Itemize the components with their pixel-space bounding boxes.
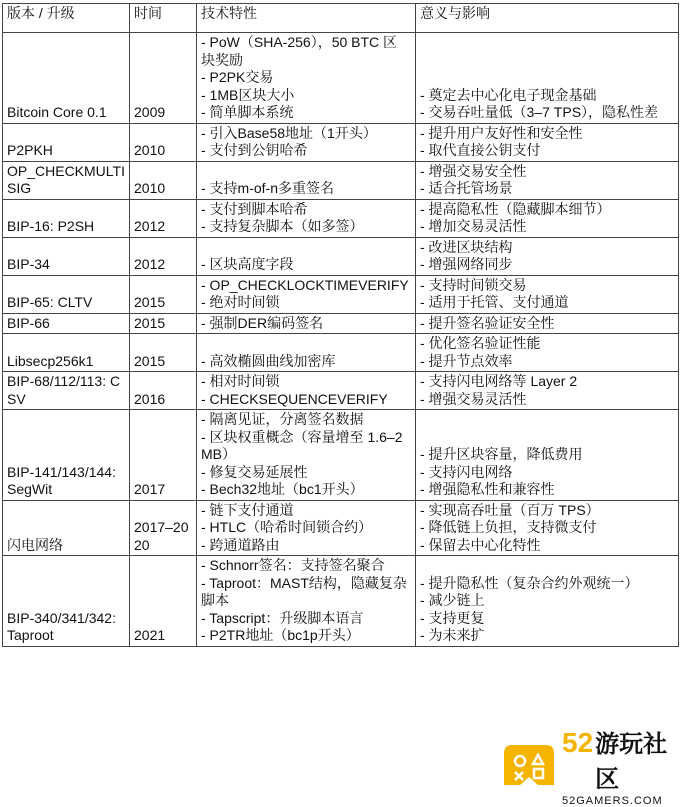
feature-item: - 1MB区块大小 bbox=[201, 86, 295, 103]
table-row bbox=[3, 556, 679, 647]
cell-features bbox=[197, 275, 416, 313]
cell-time: 2015 bbox=[130, 334, 197, 372]
cell-impact bbox=[416, 372, 679, 410]
cell-impact bbox=[416, 313, 679, 334]
impact-item: - 支持更复 bbox=[420, 609, 485, 626]
feature-item: - OP_CHECKLOCKTIMEVERIFY bbox=[201, 276, 409, 293]
impact-item: - 增强网络同步 bbox=[420, 256, 513, 272]
cell-time: 2012 bbox=[130, 237, 197, 275]
cell-features bbox=[197, 199, 416, 237]
impact-item: - 提升区块容量，降低费用 bbox=[420, 446, 583, 462]
impact-item: - 支持闪电网络等 Layer 2 bbox=[420, 373, 578, 389]
feature-item: - 隔离见证，分离签名数据 bbox=[201, 411, 364, 427]
cell-features bbox=[197, 500, 416, 556]
feature-item: - 强制DER编码签名 bbox=[201, 314, 324, 331]
cell-version: BIP-141/143/144: SegWit bbox=[3, 410, 130, 501]
header-version: 版本 / 升级 bbox=[3, 4, 130, 33]
feature-item: - CHECKSEQUENCEVERIFY bbox=[201, 390, 388, 407]
impact-item: - 支持时间锁交易 bbox=[420, 276, 527, 293]
impact-item: - 取代直接公钥支付 bbox=[420, 142, 541, 158]
cell-version: 闪电网络 bbox=[3, 500, 130, 556]
cell-impact bbox=[416, 334, 679, 372]
feature-item: - P2TR地址（bc1p开头） bbox=[201, 627, 360, 643]
cell-time: 2017–2020 bbox=[130, 500, 197, 556]
impact-item: - 优化签名验证性能 bbox=[420, 335, 541, 351]
impact-item: - 改进区块结构 bbox=[420, 238, 513, 255]
cell-version: BIP-66 bbox=[3, 313, 130, 334]
feature-item: - 区块权重概念（容量增至 1.6–2MB） bbox=[201, 428, 403, 462]
feature-item: - 简单脚本系统 bbox=[201, 104, 294, 120]
feature-item: - PoW（SHA-256），50 BTC 区块奖励 bbox=[201, 34, 398, 68]
cell-features bbox=[197, 33, 416, 124]
cell-version: P2PKH bbox=[3, 123, 130, 161]
feature-item: - 绝对时间锁 bbox=[201, 294, 280, 310]
table-row bbox=[3, 275, 679, 313]
cell-features bbox=[197, 123, 416, 161]
watermark-name: 游玩社区 bbox=[595, 730, 668, 793]
table-row bbox=[3, 372, 679, 410]
feature-item: - 相对时间锁 bbox=[201, 373, 280, 389]
feature-item: - 链下支付通道 bbox=[201, 501, 294, 518]
feature-item: - HTLC（哈希时间锁合约） bbox=[201, 519, 373, 535]
cell-version: BIP-16: P2SH bbox=[3, 199, 130, 237]
cell-features bbox=[197, 334, 416, 372]
cell-features bbox=[197, 161, 416, 199]
feature-item: - 支持m-of-n多重签名 bbox=[201, 180, 334, 196]
table-row bbox=[3, 410, 679, 501]
cell-impact bbox=[416, 556, 679, 647]
cell-impact bbox=[416, 237, 679, 275]
impact-item: - 提升隐私性（复杂合约外观统一） bbox=[420, 574, 639, 591]
cell-impact bbox=[416, 33, 679, 124]
table-row bbox=[3, 313, 679, 334]
cell-time: 2017 bbox=[130, 410, 197, 501]
cell-time: 2009 bbox=[130, 33, 197, 124]
impact-item: - 降低链上负担，支持微支付 bbox=[420, 519, 597, 535]
cell-impact bbox=[416, 275, 679, 313]
cell-version: Libsecp256k1 bbox=[3, 334, 130, 372]
cell-time: 2021 bbox=[130, 556, 197, 647]
cell-version: BIP-68/112/113: CSV bbox=[3, 372, 130, 410]
feature-item: - 修复交易延展性 bbox=[201, 463, 308, 480]
impact-item: - 提升签名验证安全性 bbox=[420, 314, 555, 331]
watermark-url: 52GAMERS.COM bbox=[562, 794, 663, 807]
header-impact: 意义与影响 bbox=[416, 4, 679, 33]
cell-version: BIP-340/341/342: Taproot bbox=[3, 556, 130, 647]
impact-item: - 适合托管场景 bbox=[420, 180, 513, 196]
impact-item: - 增强交易灵活性 bbox=[420, 390, 527, 407]
cell-impact bbox=[416, 123, 679, 161]
cell-impact bbox=[416, 161, 679, 199]
cell-impact bbox=[416, 199, 679, 237]
cell-features bbox=[197, 372, 416, 410]
feature-item: - P2PK交易 bbox=[201, 69, 274, 85]
cell-features bbox=[197, 556, 416, 647]
watermark-number: 52 bbox=[562, 726, 594, 758]
cell-time: 2010 bbox=[130, 161, 197, 199]
impact-item: - 保留去中心化特性 bbox=[420, 536, 541, 553]
impact-item: - 交易吞吐量低（3–7 TPS），隐私性差 bbox=[420, 104, 659, 120]
header-time: 时间 bbox=[130, 4, 197, 33]
feature-item: - Tapscript：升级脚本语言 bbox=[201, 609, 364, 626]
cell-time: 2012 bbox=[130, 199, 197, 237]
feature-item: - Taproot：MAST结构，隐藏复杂脚本 bbox=[201, 574, 407, 608]
feature-item: - 支付到公钥哈希 bbox=[201, 142, 308, 158]
feature-item: - 引入Base58地址（1开头） bbox=[201, 124, 377, 141]
feature-item: - 支付到脚本哈希 bbox=[201, 200, 308, 217]
impact-item: - 适用于托管、支付通道 bbox=[420, 294, 569, 310]
impact-item: - 支持闪电网络 bbox=[420, 463, 513, 480]
feature-item: - 跨通道路由 bbox=[201, 536, 280, 553]
header-features: 技术特性 bbox=[197, 4, 416, 33]
feature-item: - Bech32地址（bc1开头） bbox=[201, 481, 364, 497]
impact-item: - 提升用户友好性和安全性 bbox=[420, 124, 583, 141]
cell-features bbox=[197, 313, 416, 334]
cell-time: 2015 bbox=[130, 313, 197, 334]
cell-impact bbox=[416, 500, 679, 556]
gamepad-logo-icon bbox=[498, 735, 560, 795]
table-row bbox=[3, 334, 679, 372]
table-row bbox=[3, 123, 679, 161]
header-row bbox=[3, 4, 679, 33]
table-row bbox=[3, 33, 679, 124]
impact-item: - 为未来扩 bbox=[420, 627, 485, 643]
table-row bbox=[3, 237, 679, 275]
cell-version: BIP-34 bbox=[3, 237, 130, 275]
table-body bbox=[3, 33, 679, 647]
cell-version: BIP-65: CLTV bbox=[3, 275, 130, 313]
feature-item: - Schnorr签名：支持签名聚合 bbox=[201, 557, 385, 573]
cell-version: Bitcoin Core 0.1 bbox=[3, 33, 130, 124]
feature-item: - 高效椭圆曲线加密库 bbox=[201, 352, 336, 369]
impact-item: - 增强交易安全性 bbox=[420, 162, 527, 179]
cell-features bbox=[197, 410, 416, 501]
watermark bbox=[494, 726, 680, 807]
table-row bbox=[3, 500, 679, 556]
cell-time: 2015 bbox=[130, 275, 197, 313]
cell-impact bbox=[416, 410, 679, 501]
cell-features bbox=[197, 237, 416, 275]
bitcoin-upgrades-table bbox=[2, 3, 679, 647]
cell-version: OP_CHECKMULTISIG bbox=[3, 161, 130, 199]
feature-item: - 区块高度字段 bbox=[201, 256, 294, 272]
impact-item: - 提升节点效率 bbox=[420, 352, 513, 369]
cell-time: 2010 bbox=[130, 123, 197, 161]
impact-item: - 增加交易灵活性 bbox=[420, 218, 527, 234]
cell-time: 2016 bbox=[130, 372, 197, 410]
impact-item: - 实现高吞吐量（百万 TPS） bbox=[420, 501, 600, 518]
table-row bbox=[3, 199, 679, 237]
impact-item: - 提高隐私性（隐藏脚本细节） bbox=[420, 200, 611, 217]
table-row bbox=[3, 161, 679, 199]
feature-item: - 支持复杂脚本（如多签） bbox=[201, 218, 364, 234]
impact-item: - 减少链上 bbox=[420, 592, 485, 608]
impact-item: - 奠定去中心化电子现金基础 bbox=[420, 86, 597, 103]
impact-item: - 增强隐私性和兼容性 bbox=[420, 481, 555, 497]
